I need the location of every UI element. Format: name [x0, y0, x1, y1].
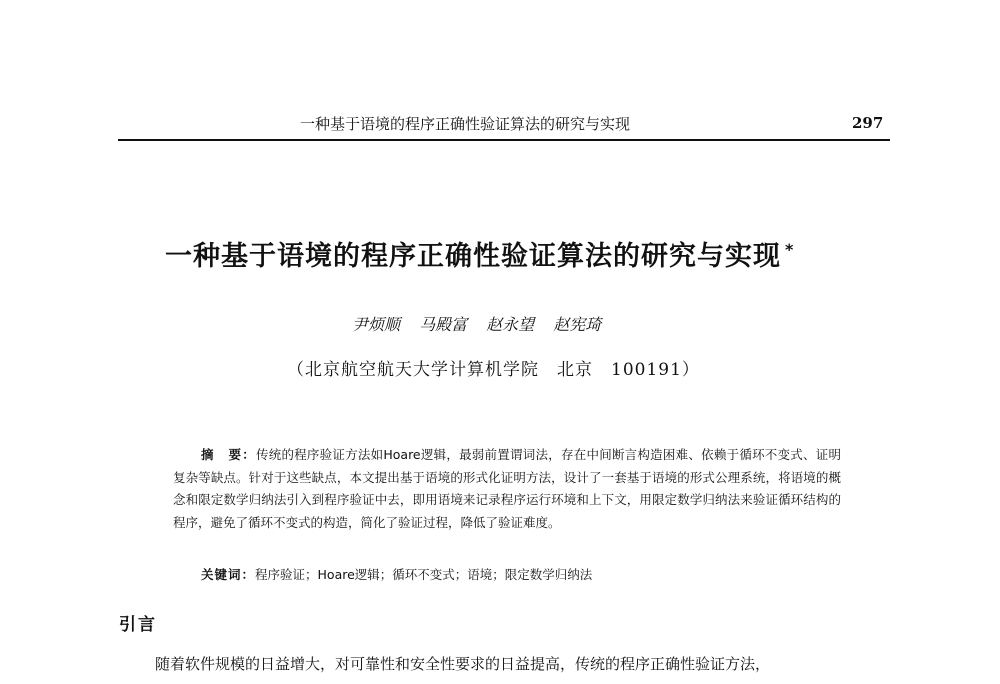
intro-paragraph: 随着软件规模的日益增大，对可靠性和安全性要求的日益提高，传统的程序正确性验证方法， [155, 655, 771, 673]
keywords-text: 程序验证；Hoare逻辑；循环不变式；语境；限定数学归纳法 [255, 567, 593, 582]
paper-title-text: 一种基于语境的程序正确性验证算法的研究与实现 [165, 241, 781, 272]
abstract-label: 摘 要： [201, 447, 256, 462]
section-heading: 引言 [119, 615, 157, 635]
affiliation: （北京航空航天大学计算机学院 北京 100191） [287, 360, 700, 380]
header-rule [118, 139, 890, 141]
paper-title [165, 234, 794, 273]
abstract [173, 444, 841, 534]
running-header-title: 一种基于语境的程序正确性验证算法的研究与实现 [300, 115, 631, 133]
page-number: 297 [852, 114, 884, 132]
keywords-label: 关键词： [201, 567, 256, 582]
keywords [201, 565, 592, 583]
abstract-text: 传统的程序验证方法如Hoare逻辑，最弱前置谓词法，存在中间断言构造困难、依赖于循环不变式、证明复杂等缺点。针对于这些缺点，本文提出基于语境的形式化证明方法，设计了一套基于语境的形式公理系统，将语境的概念和限定数学归纳法引入到程序验证中去，即用语境来记录程序运行环境和上下文，用限定数学归纳法来验证循环结构的程序，避免了循环不变式的构造，简化了验证过程，降低了验证难度。 [173, 447, 841, 530]
authors: 尹烦顺 马殿富 赵永望 赵宪琦 [352, 315, 602, 334]
title-footnote-mark: * [785, 240, 795, 259]
